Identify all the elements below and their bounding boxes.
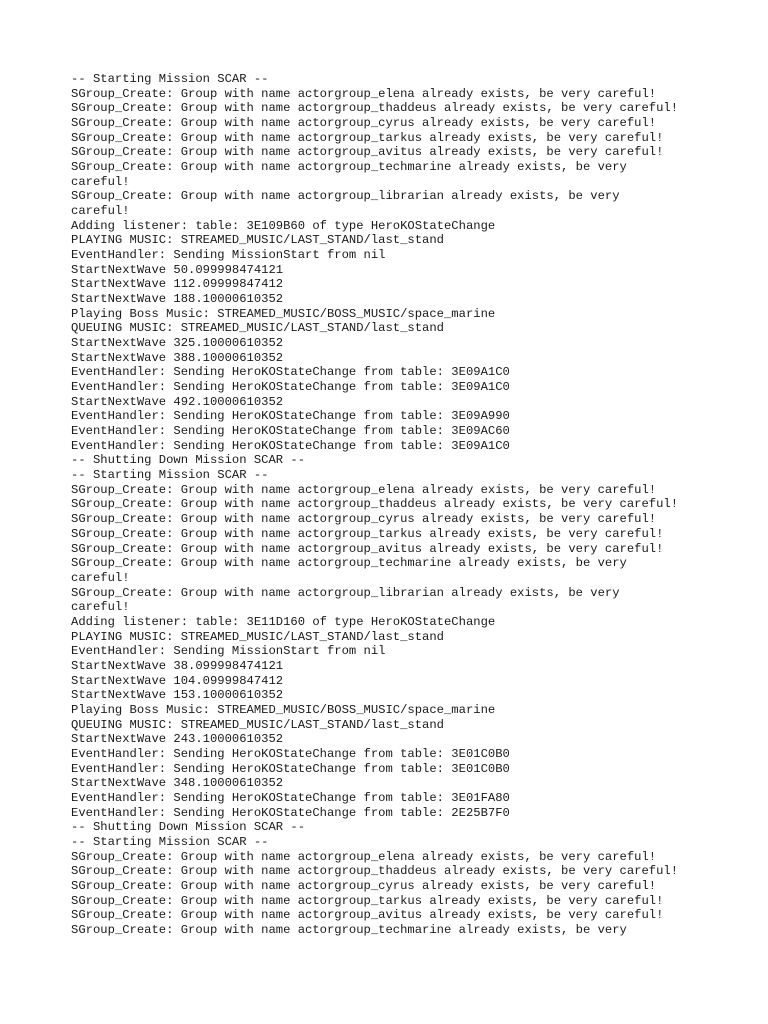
log-line: StartNextWave 153.10000610352 (71, 688, 284, 703)
log-line: -- Shutting Down Mission SCAR -- (71, 820, 306, 835)
log-line: StartNextWave 492.10000610352 (71, 394, 284, 409)
log-line: PLAYING MUSIC: STREAMED_MUSIC/LAST_STAND/last_stand (71, 629, 444, 644)
log-line: StartNextWave 188.10000610352 (71, 292, 284, 307)
log-line: SGroup_Create: Group with name actorgroup_thaddeus already exists, be very careful! (71, 101, 679, 116)
log-line: -- Starting Mission SCAR -- (71, 834, 269, 849)
log-line: StartNextWave 50.099998474121 (71, 262, 284, 277)
log-line: EventHandler: Sending HeroKOStateChange from table: 3E09A1C0 (71, 438, 510, 453)
log-line: SGroup_Create: Group with name actorgroup_thaddeus already exists, be very careful! (71, 864, 679, 879)
log-line: -- Starting Mission SCAR -- (71, 72, 269, 86)
log-line: SGroup_Create: Group with name actorgroup_elena already exists, be very careful! (71, 86, 657, 101)
log-line: SGroup_Create: Group with name actorgroup_tarkus already exists, be very careful! (71, 893, 664, 908)
log-line: SGroup_Create: Group with name actorgroup_thaddeus already exists, be very careful! (71, 497, 679, 512)
log-line: SGroup_Create: Group with name actorgroup_tarkus already exists, be very careful! (71, 526, 664, 541)
log-line: Adding listener: table: 3E11D160 of type HeroKOStateChange (71, 614, 496, 629)
log-line: EventHandler: Sending MissionStart from nil (71, 644, 386, 659)
log-line: StartNextWave 325.10000610352 (71, 336, 284, 351)
log-line: QUEUING MUSIC: STREAMED_MUSIC/LAST_STAND/last_stand (71, 321, 444, 336)
log-line: StartNextWave 38.099998474121 (71, 658, 284, 673)
log-line: EventHandler: Sending HeroKOStateChange from table: 2E25B7F0 (71, 805, 510, 820)
log-line: StartNextWave 388.10000610352 (71, 350, 284, 365)
log-line: SGroup_Create: Group with name actorgroup_techmarine already exists, be very (71, 556, 627, 571)
log-line: EventHandler: Sending HeroKOStateChange from table: 3E09A1C0 (71, 380, 510, 395)
log-line: SGroup_Create: Group with name actorgroup_techmarine already exists, be very (71, 160, 627, 175)
log-line: SGroup_Create: Group with name actorgroup_cyrus already exists, be very careful! (71, 512, 657, 527)
log-line: EventHandler: Sending MissionStart from nil (71, 248, 386, 263)
log-line: EventHandler: Sending HeroKOStateChange from table: 3E01C0B0 (71, 761, 510, 776)
log-line: SGroup_Create: Group with name actorgroup_techmarine already exists, be very (71, 922, 627, 937)
log-text-block (71, 72, 731, 938)
log-line: StartNextWave 348.10000610352 (71, 776, 284, 791)
log-line: SGroup_Create: Group with name actorgroup_cyrus already exists, be very careful! (71, 878, 657, 893)
log-line: EventHandler: Sending HeroKOStateChange from table: 3E01FA80 (71, 790, 510, 805)
log-line: EventHandler: Sending HeroKOStateChange from table: 3E09AC60 (71, 424, 510, 439)
log-line: QUEUING MUSIC: STREAMED_MUSIC/LAST_STAND/last_stand (71, 717, 444, 732)
log-line: careful! (71, 174, 130, 189)
log-line: SGroup_Create: Group with name actorgroup_tarkus already exists, be very careful! (71, 130, 664, 145)
log-line: careful! (71, 204, 130, 219)
log-line: EventHandler: Sending HeroKOStateChange from table: 3E09A1C0 (71, 365, 510, 380)
log-line: SGroup_Create: Group with name actorgroup_librarian already exists, be very (71, 189, 620, 204)
log-line: Adding listener: table: 3E109B60 of type HeroKOStateChange (71, 218, 496, 233)
log-line: StartNextWave 112.09999847412 (71, 277, 284, 292)
log-line: SGroup_Create: Group with name actorgroup_avitus already exists, be very careful! (71, 541, 664, 556)
log-line: SGroup_Create: Group with name actorgroup_avitus already exists, be very careful! (71, 908, 664, 923)
log-line: StartNextWave 104.09999847412 (71, 673, 284, 688)
log-line: careful! (71, 570, 130, 585)
log-line: SGroup_Create: Group with name actorgroup_elena already exists, be very careful! (71, 482, 657, 497)
log-line: SGroup_Create: Group with name actorgroup_elena already exists, be very careful! (71, 849, 657, 864)
log-line: Playing Boss Music: STREAMED_MUSIC/BOSS_MUSIC/space_marine (71, 306, 496, 321)
log-line: StartNextWave 243.10000610352 (71, 732, 284, 747)
log-line: -- Starting Mission SCAR -- (71, 468, 269, 483)
log-line: SGroup_Create: Group with name actorgroup_cyrus already exists, be very careful! (71, 116, 657, 131)
log-line: EventHandler: Sending HeroKOStateChange from table: 3E09A990 (71, 409, 510, 424)
log-line: EventHandler: Sending HeroKOStateChange from table: 3E01C0B0 (71, 746, 510, 761)
log-line: Playing Boss Music: STREAMED_MUSIC/BOSS_MUSIC/space_marine (71, 702, 496, 717)
log-line: careful! (71, 600, 130, 615)
log-line: -- Shutting Down Mission SCAR -- (71, 453, 306, 468)
log-line: SGroup_Create: Group with name actorgroup_librarian already exists, be very (71, 585, 620, 600)
log-line: PLAYING MUSIC: STREAMED_MUSIC/LAST_STAND/last_stand (71, 233, 444, 248)
log-line: SGroup_Create: Group with name actorgroup_avitus already exists, be very careful! (71, 145, 664, 160)
